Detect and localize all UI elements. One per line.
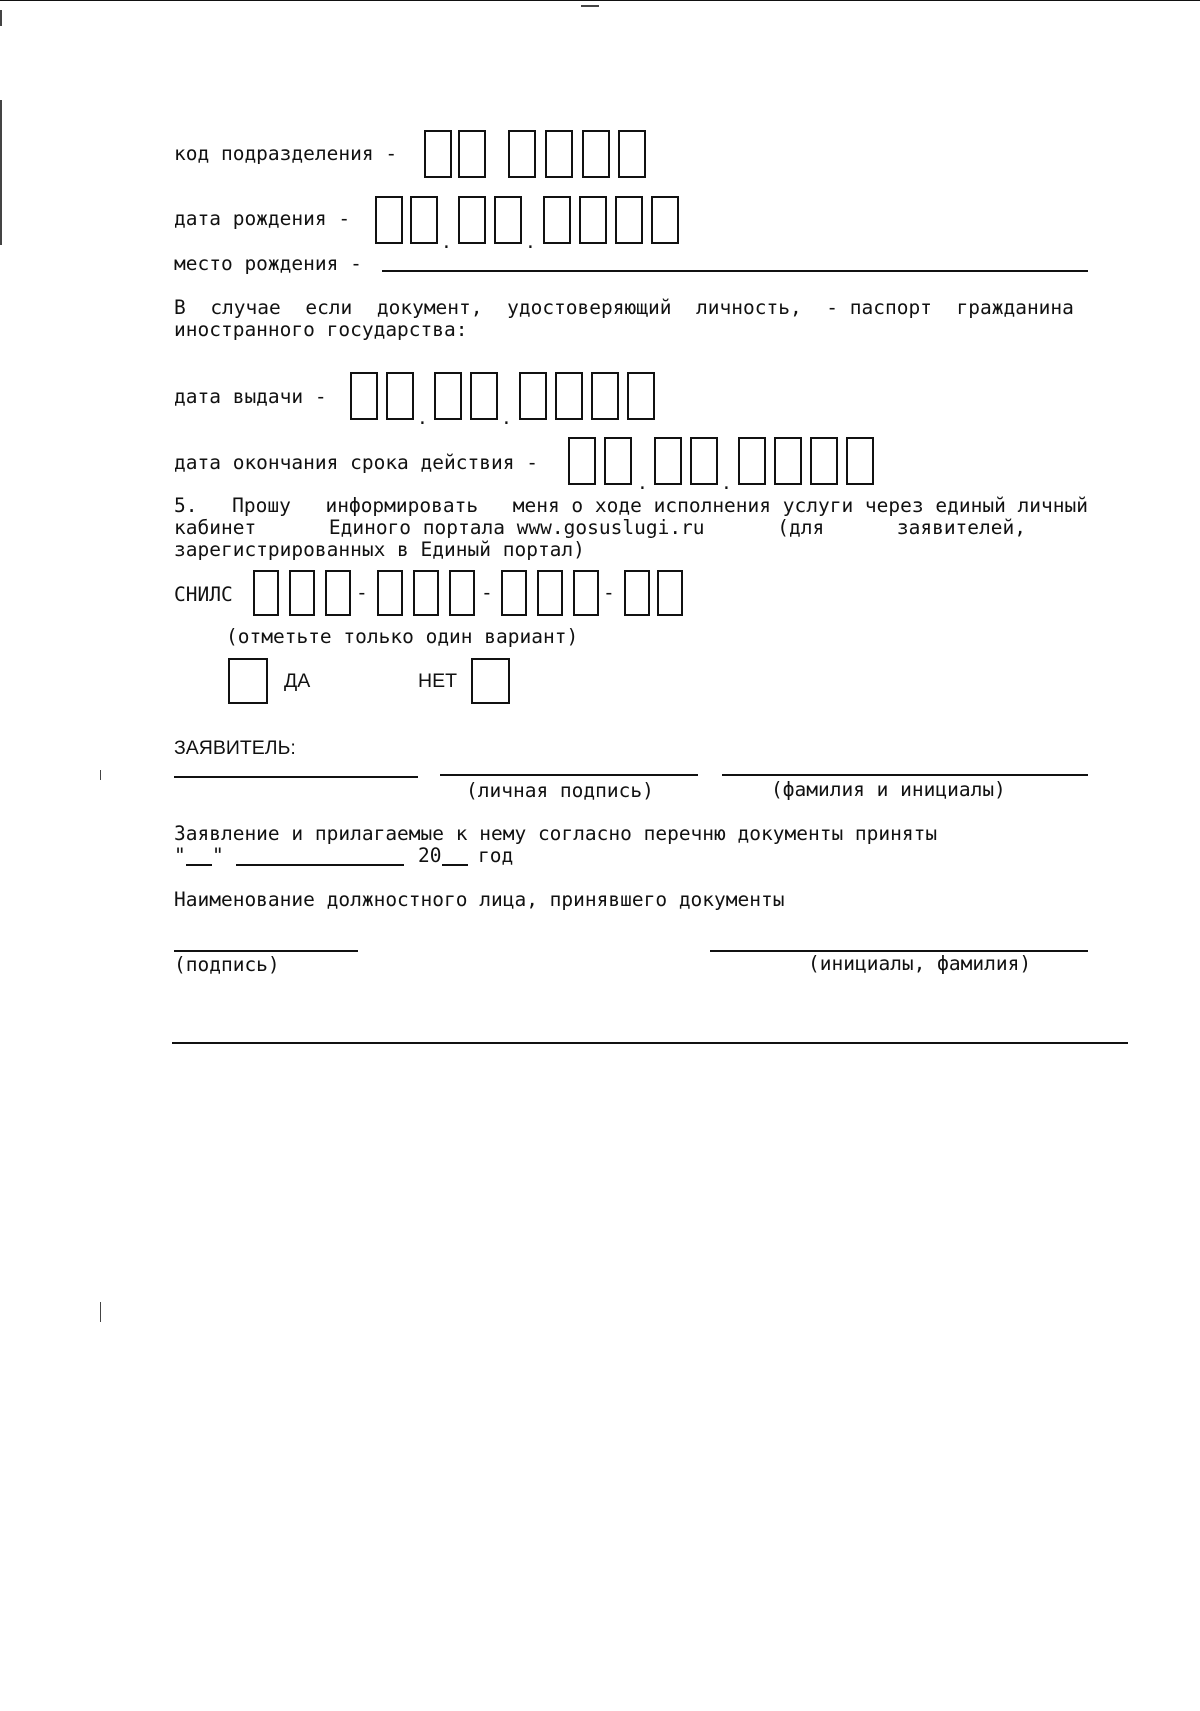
acceptance-day-line[interactable]: [186, 864, 212, 866]
official-name-caption: (инициалы, фамилия): [808, 952, 1032, 975]
yes-label: ДА: [284, 670, 311, 692]
inform-line1: 5. Прошу информировать меня о ходе исполнения услуги через единый личный: [174, 494, 1088, 517]
date-dot: .: [525, 232, 536, 253]
date-dot: .: [721, 473, 732, 494]
date-box[interactable]: [627, 372, 655, 420]
date-dot: .: [637, 473, 648, 494]
date-box[interactable]: [410, 196, 438, 244]
acceptance-month-line[interactable]: [236, 864, 404, 866]
inform-line2: кабинет Единого портала www.gosuslugi.ru (для заявителей,: [174, 516, 1026, 539]
yes-checkbox[interactable]: [228, 658, 268, 704]
date-box[interactable]: [470, 372, 498, 420]
date-box[interactable]: [579, 196, 607, 244]
date-box[interactable]: [386, 372, 414, 420]
date-box[interactable]: [350, 372, 378, 420]
snils-separator: -: [481, 581, 493, 604]
snils-box[interactable]: [289, 570, 315, 616]
code-box[interactable]: [424, 130, 452, 178]
snils-box[interactable]: [501, 570, 527, 616]
subdivision-code-label: код подразделения -: [174, 142, 398, 165]
date-box[interactable]: [375, 196, 403, 244]
date-dot: .: [417, 408, 428, 429]
snils-separator: -: [603, 581, 615, 604]
scan-speck: [100, 770, 101, 780]
snils-box[interactable]: [573, 570, 599, 616]
no-checkbox[interactable]: [471, 658, 510, 704]
code-box[interactable]: [582, 130, 610, 178]
applicant-name-line[interactable]: [722, 774, 1088, 776]
date-box[interactable]: [846, 437, 874, 485]
date-box[interactable]: [434, 372, 462, 420]
scan-speck: [100, 1302, 101, 1322]
code-box[interactable]: [545, 130, 573, 178]
applicant-heading: ЗАЯВИТЕЛЬ:: [174, 737, 296, 759]
date-box[interactable]: [810, 437, 838, 485]
applicant-signature-caption: (личная подпись): [466, 779, 654, 802]
date-box[interactable]: [690, 437, 718, 485]
snils-box[interactable]: [413, 570, 439, 616]
scan-speck: [0, 100, 2, 245]
foreign-intro-line1: В случае если документ, удостоверяющий личность, - паспорт гражданина: [174, 296, 1074, 319]
acceptance-year-suffix: год: [478, 844, 514, 867]
snils-label: СНИЛС: [174, 583, 233, 606]
bottom-rule: [172, 1042, 1128, 1044]
date-box[interactable]: [604, 437, 632, 485]
date-box[interactable]: [591, 372, 619, 420]
date-dot: .: [501, 408, 512, 429]
code-box[interactable]: [458, 130, 486, 178]
code-box[interactable]: [508, 130, 536, 178]
date-box[interactable]: [654, 437, 682, 485]
date-box[interactable]: [543, 196, 571, 244]
snils-box[interactable]: [657, 570, 683, 616]
date-box[interactable]: [774, 437, 802, 485]
acceptance-year-line[interactable]: [442, 864, 468, 866]
date-box[interactable]: [555, 372, 583, 420]
acceptance-quote-open: ": [174, 844, 186, 867]
scan-speck: [581, 5, 599, 7]
acceptance-year-prefix: 20: [418, 844, 442, 867]
birth-place-label: место рождения -: [174, 252, 362, 275]
snils-box[interactable]: [377, 570, 403, 616]
date-box[interactable]: [458, 196, 486, 244]
date-box[interactable]: [738, 437, 766, 485]
birth-date-label: дата рождения -: [174, 207, 351, 230]
date-box[interactable]: [615, 196, 643, 244]
snils-box[interactable]: [449, 570, 475, 616]
choose-note: (отметьте только один вариант): [226, 625, 579, 648]
birth-place-line[interactable]: [382, 270, 1088, 272]
applicant-name-caption: (фамилия и инициалы): [771, 778, 1006, 801]
official-signature-caption: (подпись): [174, 953, 280, 976]
scan-top-edge: [0, 0, 1200, 1]
date-box[interactable]: [651, 196, 679, 244]
inform-line3: зарегистрированных в Единый портал): [174, 538, 585, 561]
expiry-date-label: дата окончания срока действия -: [174, 451, 538, 474]
applicant-signature-line[interactable]: [440, 774, 698, 776]
applicant-blank-line[interactable]: [174, 776, 418, 778]
date-dot: .: [441, 232, 452, 253]
snils-box[interactable]: [253, 570, 279, 616]
acceptance-statement: Заявление и прилагаемые к нему согласно перечню документы приняты: [174, 822, 938, 845]
snils-box[interactable]: [624, 570, 650, 616]
issue-date-label: дата выдачи -: [174, 385, 327, 408]
scan-speck: [0, 10, 2, 26]
foreign-intro-line2: иностранного государства:: [174, 318, 468, 341]
snils-box[interactable]: [537, 570, 563, 616]
code-box[interactable]: [618, 130, 646, 178]
official-signature-line[interactable]: [174, 950, 358, 952]
snils-box[interactable]: [325, 570, 351, 616]
date-box[interactable]: [519, 372, 547, 420]
date-box[interactable]: [494, 196, 522, 244]
date-box[interactable]: [568, 437, 596, 485]
acceptance-quote-close: ": [212, 844, 224, 867]
no-label: НЕТ: [418, 670, 457, 692]
official-title: Наименование должностного лица, принявшего документы: [174, 888, 785, 911]
snils-separator: -: [356, 581, 368, 604]
